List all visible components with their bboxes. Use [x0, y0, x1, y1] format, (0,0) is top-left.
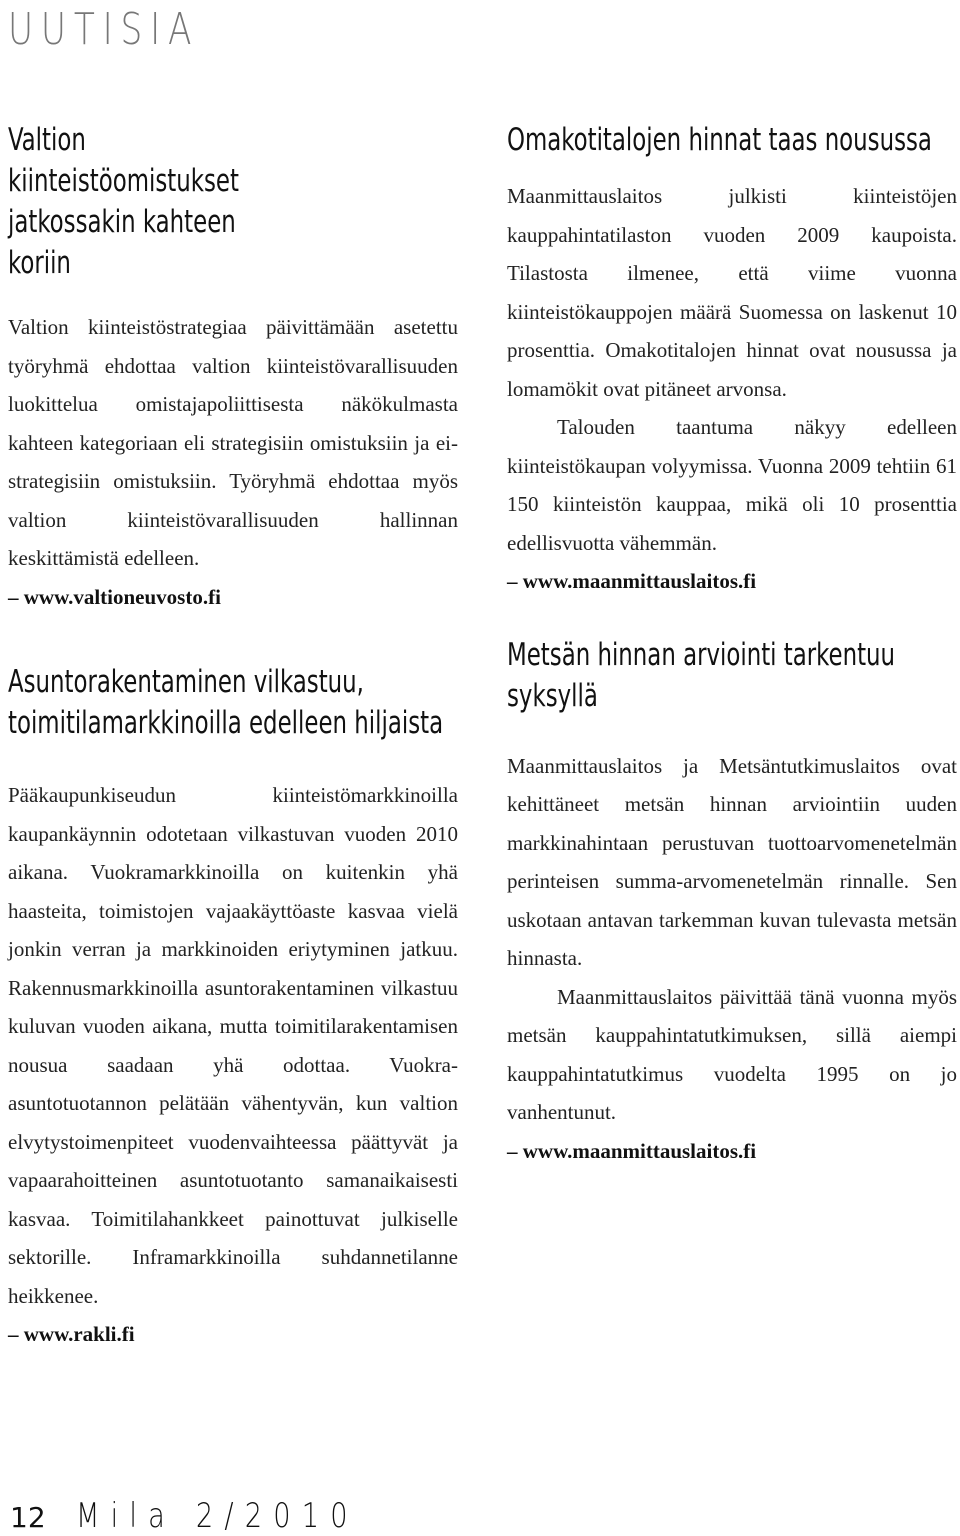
article-paragraph: Maanmittauslaitos päivittää tänä vuonna myös metsän kauppahintatutkimuksen, sillä aiempi kauppahintatutkimus vuodelta 1995 on jo vanhentunut.: [507, 984, 957, 1124]
issue-label: Mila 2/2010: [75, 1496, 359, 1536]
page-number: 12: [10, 1501, 46, 1534]
page-footer: [10, 1496, 429, 1536]
article-title: Omakotitalojen hinnat taas nousussa: [507, 122, 932, 158]
article-omakotitalot: [507, 120, 957, 601]
source-link[interactable]: – www.valtioneuvosto.fi: [8, 584, 221, 609]
article-asuntorakentaminen: [8, 662, 458, 1354]
article-title: Asuntorakentaminen vilkastuu, toimitilamarkkinoilla edelleen hiljaista: [8, 664, 444, 741]
left-column: [8, 120, 458, 1354]
source-link[interactable]: – www.maanmittauslaitos.fi: [507, 1138, 757, 1163]
article-title: Valtion kiinteistöomistukset jatkossakin kahteen koriin: [8, 122, 239, 281]
article-title: Metsän hinnan arviointi tarkentuu syksyllä: [507, 636, 896, 714]
article-paragraph: Maanmittauslaitos julkisti kiinteistöjen kauppahintatilaston vuoden 2009 kaupoista. Tilastosta ilmenee, että viime vuonna kiinteistökauppojen määrä Suomessa on laskenut 10 prosenttia. Omakotitalojen hinnat ovat nousussa ja lomamökit ovat pitäneet arvonsa.: [507, 184, 957, 401]
article-metsan-hinta: [507, 635, 957, 1171]
right-column: [507, 120, 957, 1170]
article-paragraph: Talouden taantuma näkyy edelleen kiinteistökaupan volyymissa. Vuonna 2009 tehtiin 61 150 kiinteistön kauppaa, mikä oli 10 prosenttia edellisvuotta vähemmän.: [507, 415, 957, 555]
source-link[interactable]: – www.rakli.fi: [8, 1322, 135, 1346]
article-paragraph: Valtion kiinteistöstrategiaa päivittämään asetettu työryhmä ehdottaa valtion kiinteistövarallisuuden luokittelua omistajapoliittisesta näkökulmasta kahteen kategoriaan eli strategisiin omistuksiin ja ei-strategisiin omistuksiin. Työryhmä ehdottaa myös valtion kiinteistövarallisuuden hallinnan keskittämistä edelleen.: [8, 315, 458, 570]
article-paragraph: Maanmittauslaitos ja Metsäntutkimuslaitos ovat kehittäneet metsän hinnan arviointiin uuden markkinahintaan perustuvan tuottoarvomenetelmän perinteisen summa-arvomenetelmän rinnalle. Sen uskotaan antavan tarkemman kuvan tulevasta metsän hinnasta.: [507, 753, 957, 970]
article-valtion-kiinteistot: [8, 120, 458, 616]
source-link[interactable]: – www.maanmittauslaitos.fi: [507, 569, 757, 593]
article-paragraph: Pääkaupunkiseudun kiinteistömarkkinoilla kaupankäynnin odotetaan vilkastuvan vuoden 2010 aikana. Vuokramarkkinoilla on kuitenkin yhä haasteita, toimistojen vajaakäyttöaste kasvaa vielä jonkin verran ja markkinoiden eriytyminen jatkuu. Rakennusmarkkinoilla asuntorakentaminen vilkastuu kuluvan vuoden aikana, mutta toimitilarakentamisen nousua saadaan yhä odottaa. Vuokra-asuntotuotannon pelätään vähentyvän, kun valtion elvytystoimenpiteet vuodenvaihteessa päättyvät ja vapaarahoitteinen asuntotuotanto samanaikaisesti kasvaa. Toimitilahankkeet painottuvat julkiselle sektorille. Inframarkkinoilla suhdannetilanne heikkenee.: [8, 783, 458, 1308]
section-title: UUTISIA: [8, 4, 200, 55]
